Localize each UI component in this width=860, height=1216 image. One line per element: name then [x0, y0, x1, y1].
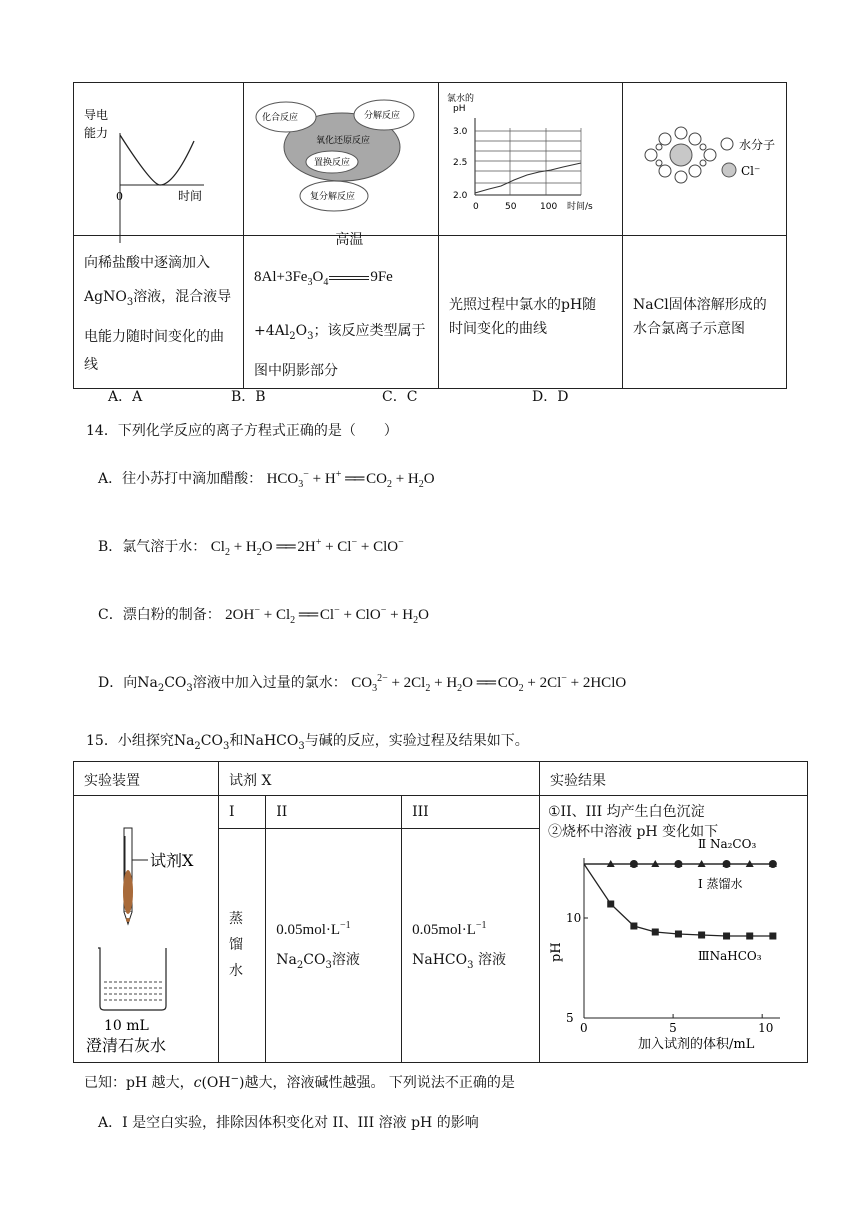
- chlorine-ph-graph: [439, 83, 622, 231]
- ph-chart: [548, 837, 798, 1052]
- point-circle: [674, 860, 682, 868]
- result-cell: ①II、III 均产生白色沉淀 ②烧杯中溶液 pH 变化如下 0 5 10 5 10 加入试剂的体积/mL pH Ⅱ Na₂CO₃ Ⅰ 蒸馏水 ⅢNaHCO₃: [540, 796, 808, 1063]
- q14-eq-b: $Cl_2 + H_2O$ ══ 2H+ + Cl− + ClO−: [210, 537, 404, 558]
- reagent-drop: [123, 870, 133, 914]
- x-tick-label: 5: [669, 1021, 677, 1035]
- header-reagent: 试剂 X: [219, 762, 540, 796]
- cl-ion: [670, 144, 692, 166]
- x-tick-label: 0: [580, 1021, 588, 1035]
- oval-decomposition: 分解反应: [364, 111, 401, 121]
- q15-option-a[interactable]: A．I 是空白实验，排除因体积变化对 II、III 溶液 pH 的影响: [98, 1115, 479, 1131]
- oval-combination: 化合反应: [262, 113, 299, 123]
- graph-origin: 0: [116, 190, 123, 203]
- thermite-equation: $8Al+3Fe_3O_4$ 高温 9Fe: [254, 233, 393, 288]
- graph-xlabel: 时间: [178, 189, 203, 203]
- q13-option-c[interactable]: C．C: [382, 389, 418, 405]
- cell-a-caption: 向稀盐酸中逐滴加入 AgNO$_3$溶液，混合液导 电能力随时间变化的曲 线: [74, 236, 244, 389]
- cell-c-caption: 光照过程中氯水的pH随 时间变化的曲线: [439, 236, 623, 389]
- water-molecule-icon: [721, 138, 733, 150]
- reagent-water: 蒸馏水: [219, 828, 266, 1062]
- point-square: [607, 901, 614, 908]
- reaction-type-diagram: [244, 83, 438, 231]
- svg-text:100: 100: [540, 202, 558, 212]
- q14-stem: 14．下列化学反应的离子方程式正确的是（ ）: [86, 423, 398, 439]
- point-square: [769, 933, 776, 940]
- solution-label: 澄清石灰水: [86, 1036, 167, 1055]
- point-circle: [769, 860, 777, 868]
- cell-b-diagram: [244, 83, 439, 236]
- svg-text:0: 0: [473, 202, 479, 212]
- q15-table: 实验装置 试剂 X 实验结果 试剂X 10 mL 澄清石灰水 I II III ①II、III 均产生白色沉淀 ②烧杯中溶液 pH 变化如下 0 5 10 5 10 加入试剂的体积/mL pH Ⅱ Na₂CO₃ Ⅰ 蒸馏水 ⅢNaHCO₃ 蒸馏水 $0.05mol\cdot L^{-1}$ $Na_2CO_3$溶液 $0.05mol\cdot L^{-1}$ NaHCO$_3$ 溶液: [73, 761, 808, 1063]
- y-axis-label: pH: [549, 942, 564, 962]
- point-square: [723, 933, 730, 940]
- q13-option-a[interactable]: A．A: [108, 389, 143, 405]
- point-circle: [723, 860, 731, 868]
- x-axis-label: 加入试剂的体积/mL: [638, 1037, 755, 1052]
- q14-eq-d: $CO_3^{2-} + 2Cl_2 + H_2O$ ══ $CO_2 + 2Cl^-$ + 2HClO: [351, 673, 627, 694]
- graph-ylabel-1: 导电: [84, 108, 109, 122]
- apparatus-drawing: [74, 796, 218, 1058]
- point-square: [652, 929, 659, 936]
- point-square: [630, 923, 637, 930]
- x-tick-label: 10: [758, 1021, 774, 1035]
- legend-water: 水分子: [739, 138, 776, 152]
- graph-ylabel-2: 能力: [84, 126, 109, 140]
- point-square: [675, 931, 682, 938]
- q14-eq-a: $HCO_3^- + H^+$ ══ $CO_2 + H_2O$: [266, 469, 435, 490]
- legend-cl: Cl⁻: [741, 164, 761, 178]
- q14-option-d[interactable]: D．向$Na_2CO_3$溶液中加入过量的氯水： $CO_3^{2-} + 2Cl_2 + H_2O$ ══ $CO_2 + 2Cl^-$ + 2HClO: [98, 673, 627, 694]
- q14-eq-c: $2OH^- + Cl_2$ ══ $Cl^- + ClO^- + H_2O$: [225, 605, 429, 626]
- point-square: [698, 932, 705, 939]
- svg-text:2.0: 2.0: [453, 191, 468, 201]
- reagent-na2co3: $0.05mol\cdot L^{-1}$ $Na_2CO_3$溶液: [266, 828, 402, 1062]
- cell-d-diagram: [623, 83, 787, 236]
- legend-na2co3: Ⅱ Na₂CO₃: [698, 837, 757, 851]
- hydrated-ion-diagram: [623, 83, 786, 231]
- svg-text:3.0: 3.0: [453, 127, 468, 137]
- legend-water: Ⅰ 蒸馏水: [698, 877, 743, 891]
- oval-double-displacement: 复分解反应: [310, 192, 356, 202]
- oval-redox: 氧化还原反应: [316, 136, 371, 146]
- header-apparatus: 实验装置: [74, 762, 219, 796]
- beaker: [98, 948, 166, 1010]
- series-line-2: [584, 864, 773, 936]
- svg-text:pH: pH: [453, 104, 466, 114]
- q13-option-d[interactable]: D．D: [532, 389, 569, 405]
- q14-option-b[interactable]: B．氯气溶于水： $Cl_2 + H_2O$ ══ 2H+ + Cl− + ClO−: [98, 537, 404, 558]
- point-circle: [630, 860, 638, 868]
- q13-option-b[interactable]: B．B: [231, 389, 266, 405]
- reagent-label: 试剂X: [150, 851, 194, 870]
- reagent-nahco3: $0.05mol\cdot L^{-1}$ NaHCO$_3$ 溶液: [402, 828, 540, 1062]
- oval-substitution: 置换反应: [314, 158, 351, 168]
- q14-option-a[interactable]: A．往小苏打中滴加醋酸： $HCO_3^- + H^+$ ══ $CO_2 + H_2O$: [98, 469, 435, 490]
- svg-text:时间/s: 时间/s: [567, 202, 593, 212]
- svg-text:2.5: 2.5: [453, 158, 468, 168]
- point-square: [746, 933, 753, 940]
- apparatus-cell: [74, 796, 219, 1063]
- q15-known: 已知：pH 越大，c(OH−)越大，溶液碱性越强。 下列说法不正确的是: [84, 1073, 515, 1091]
- q13-table: [73, 82, 787, 389]
- cl-ion-icon: [722, 163, 736, 177]
- q15-stem: 15．小组探究$Na_2CO_3$和NaHCO$_3$与碱的反应，实验过程及结果如下。: [86, 733, 529, 752]
- q14-option-c[interactable]: C．漂白粉的制备： $2OH^- + Cl_2$ ══ $Cl^- + ClO^- + H_2O$: [98, 605, 429, 626]
- cell-b-caption: $8Al+3Fe_3O_4$ 高温 9Fe $+4Al_2O_3$；该反应类型属于 图中阴影部分: [244, 236, 439, 389]
- legend-nahco3: ⅢNaHCO₃: [698, 949, 762, 963]
- volume-label: 10 mL: [104, 1018, 149, 1034]
- header-result: 实验结果: [540, 762, 808, 796]
- y-tick-label: 10: [566, 911, 582, 925]
- cell-c-graph: [439, 83, 623, 236]
- cell-d-caption: NaCl固体溶解形成的 水合氯离子示意图: [623, 236, 787, 389]
- svg-text:氯水的: 氯水的: [447, 94, 475, 104]
- svg-text:50: 50: [505, 202, 517, 212]
- y-tick-label: 5: [566, 1011, 574, 1025]
- conductivity-graph: [74, 83, 243, 231]
- cell-a-graph: [74, 83, 244, 236]
